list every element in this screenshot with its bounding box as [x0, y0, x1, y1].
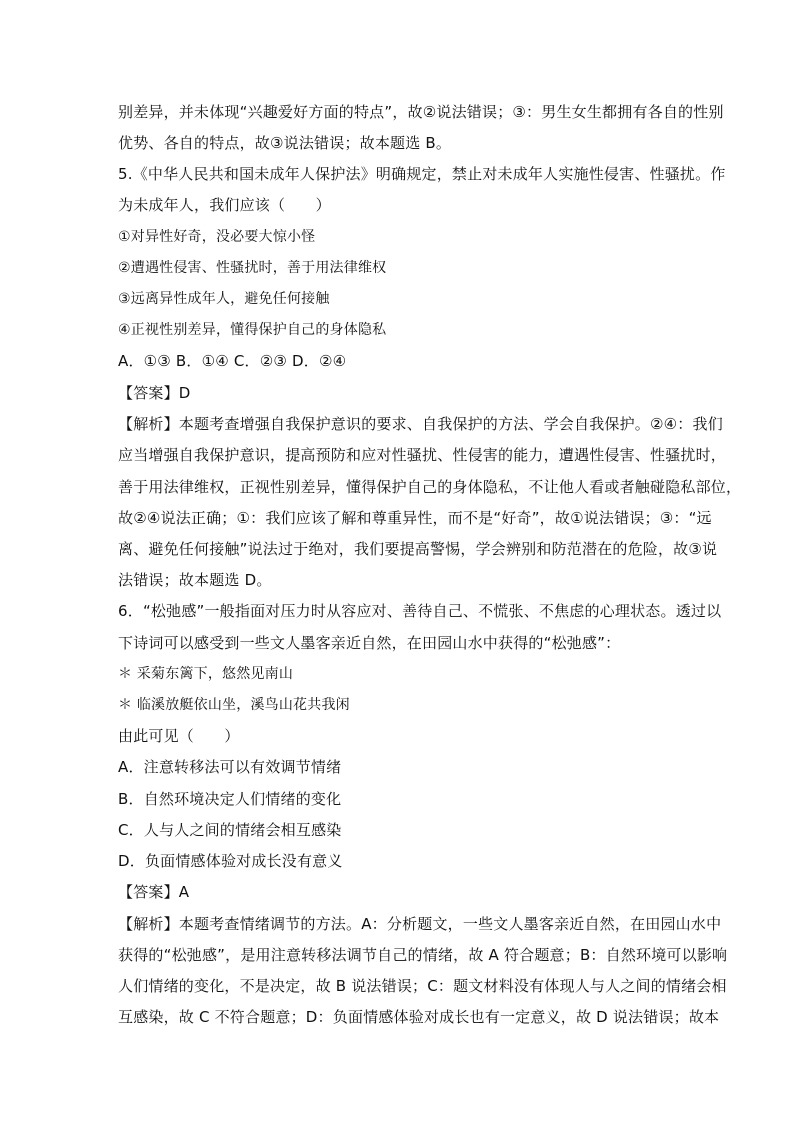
question-5-answer: 【答案】D	[118, 384, 191, 402]
question-6-option-c: C．人与人之间的情绪会相互感染	[118, 821, 342, 839]
question-5-analysis: 善于用法律维权，正视性别差异，懂得保护自己的身体隐私，不让他人看或者触碰隐私部位，	[118, 478, 742, 496]
question-5-stem: 为未成年人，我们应该（ ）	[118, 196, 331, 214]
question-6-analysis: 人们情绪的变化，不是决定，故 B 说法错误；C：题文材料没有体现人与人之间的情绪会相	[118, 977, 727, 995]
question-6-analysis: 获得的“松弛感”，是用注意转移法调节自己的情绪，故 A 符合题意；B：自然环境可以影响	[118, 946, 728, 964]
question-6-prompt: 由此可见（ ）	[118, 727, 240, 745]
question-5-analysis: 离、避免任何接触”说法过于绝对，我们要提高警惕，学会辨别和防范潜在的危险，故③说	[118, 540, 718, 558]
text-line: 别差异，并未体现“兴趣爱好方面的特点”，故②说法错误；③：男生女生都拥有各自的性别	[118, 103, 724, 121]
question-5-statement: ④正视性别差异，懂得保护自己的身体隐私	[118, 322, 387, 338]
question-6-option-b: B．自然环境决定人们情绪的变化	[118, 790, 342, 808]
question-6-option-d: D．负面情感体验对成长没有意义	[118, 852, 343, 870]
question-5-analysis: 【解析】本题考查增强自我保护意识的要求、自我保护的方法、学会自我保护。②④：我们	[118, 415, 723, 433]
question-6-stem: 下诗词可以感受到一些文人墨客亲近自然，在田园山水中获得的“松弛感”：	[118, 634, 621, 652]
question-5-statement: ②遭遇性侵害、性骚扰时，善于用法律维权	[118, 260, 387, 276]
poem-line: ＊ 临溪放艇依山坐，溪鸟山花共我闲	[118, 697, 350, 713]
question-6-analysis: 【解析】本题考查情绪调节的方法。A：分析题文，一些文人墨客亲近自然，在田园山水中	[118, 915, 722, 933]
question-5-stem: 5.《中华人民共和国未成年人保护法》明确规定，禁止对未成年人实施性侵害、性骚扰。作	[118, 165, 726, 183]
question-6-stem: 6．“松弛感”一般指面对压力时从容应对、善待自己、不慌张、不焦虑的心理状态。透过以	[118, 602, 722, 620]
question-5-analysis: 法错误；故本题选 D。	[118, 571, 272, 589]
question-5-analysis: 应当增强自我保护意识，提高预防和应对性骚扰、性侵害的能力，遭遇性侵害、性骚扰时，	[118, 446, 727, 464]
text-line: 优势、各自的特点，故③说法错误；故本题选 B。	[118, 134, 452, 152]
question-6-analysis: 互感染，故 C 不符合题意；D：负面情感体验对成长也有一定意义，故 D 说法错误；故本	[118, 1008, 720, 1026]
question-5-analysis: 故②④说法正确；①：我们应该了解和尊重异性，而不是“好奇”，故①说法错误；③：“远	[118, 509, 712, 527]
poem-line: ＊ 采菊东篱下，悠然见南山	[118, 666, 294, 682]
question-5-statement: ①对异性好奇，没必要大惊小怪	[118, 229, 316, 245]
question-5-statement: ③远离异性成年人，避免任何接触	[118, 291, 330, 307]
question-5-options: A．①③ B．①④ C．②③ D．②④	[118, 352, 347, 370]
question-6-option-a: A．注意转移法可以有效调节情绪	[118, 758, 342, 776]
question-6-answer: 【答案】A	[118, 883, 190, 901]
